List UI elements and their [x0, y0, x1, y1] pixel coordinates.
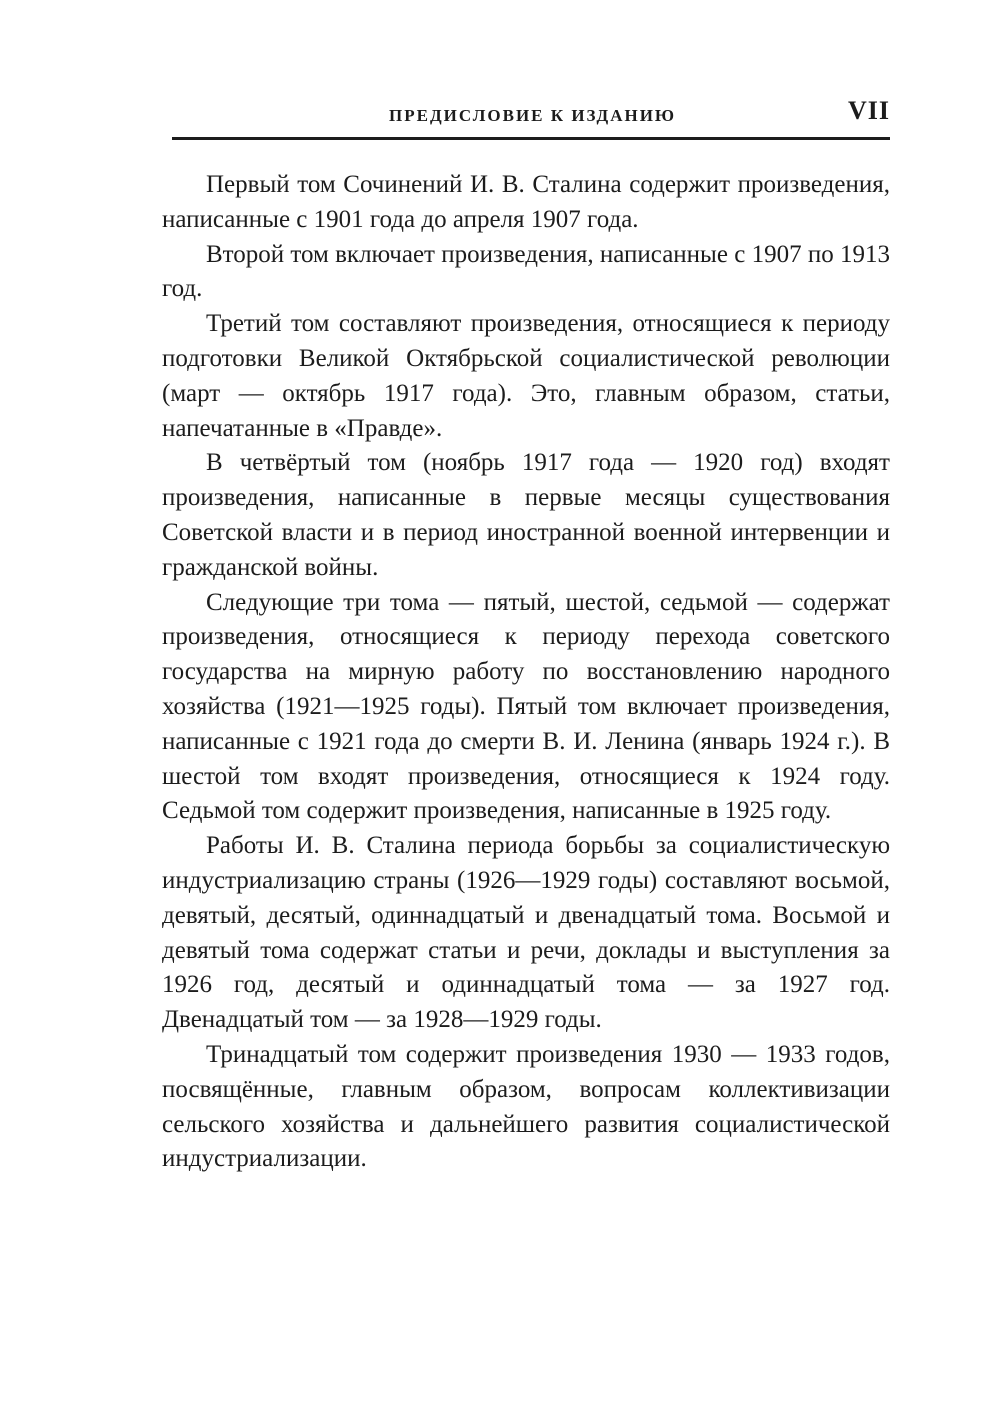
page-header: [172, 96, 890, 136]
page-number: VII: [847, 96, 890, 125]
header-rule: [172, 137, 890, 140]
paragraph: Следующие три тома — пятый, шестой, седьмой — содержат произведения, относящиеся к периоду перехода советского государства на мирную работу по восстановлению народного хозяйства (1921—1925 годы). Пятый том включает произведения, написанные с 1921 года до смерти В. И. Ленина (январь 1924 г.). В шестой том входят произведения, относящиеся к 1924 году. Седьмой том содержит произведения, написанные в 1925 году.: [162, 588, 890, 825]
paragraph: Третий том составляют произведения, относящиеся к периоду подготовки Великой Октябрьской социалистической революции (март — октябрь 1917 года). Это, главным образом, статьи, напечатанные в «Правде».: [162, 310, 890, 442]
paragraph: Первый том Сочинений И. В. Сталина содержит произведения, написанные с 1901 года до апреля 1907 года.: [162, 171, 890, 233]
paragraph: Работы И. В. Сталина периода борьбы за социалистическую индустриализацию страны (1926—1929 годы) составляют восьмой, девятый, десятый, одиннадцатый и двенадцатый тома. Восьмой и девятый тома содержат статьи и речи, доклады и выступления за 1926 год, десятый и одиннадцатый тома — за 1927 год. Двенадцатый том — за 1928—1929 годы.: [162, 832, 890, 1034]
paragraph: Второй том включает произведения, написанные с 1907 по 1913 год.: [162, 240, 890, 303]
body-text: [162, 168, 890, 1177]
paragraph: В четвёртый том (ноябрь 1917 года — 1920 год) входят произведения, написанные в первые месяцы существования Советской власти и в период иностранной военной интервенции и гражданской войны.: [162, 449, 890, 581]
paragraph: Тринадцатый том содержит произведения 1930 — 1933 годов, посвящённые, главным образом, вопросам коллективизации сельского хозяйства и дальнейшего развития социалистической индустриализации.: [162, 1040, 890, 1173]
running-title: ПРЕДИСЛОВИЕ К ИЗДАНИЮ: [389, 106, 677, 125]
